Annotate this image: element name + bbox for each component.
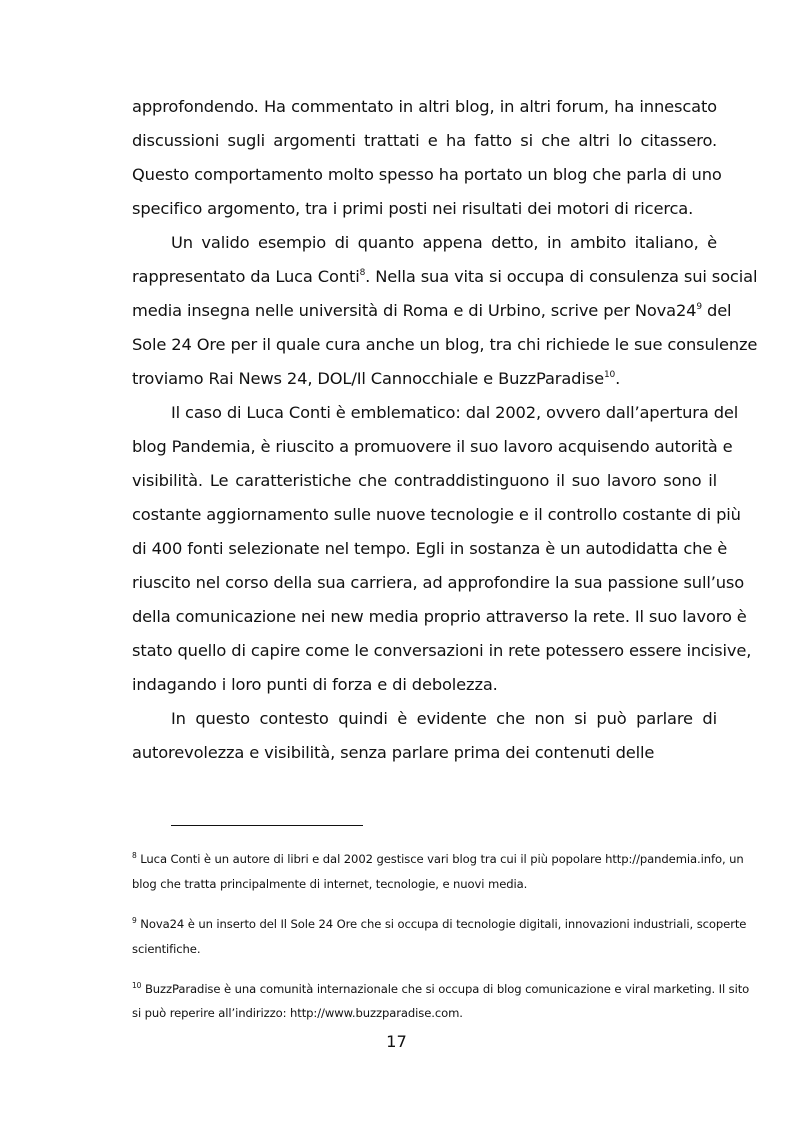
- body-line: costante aggiornamento sulle nuove tecnologie e il controllo costante di più: [132, 505, 741, 524]
- page-number: 17: [386, 1032, 407, 1051]
- body-line: [132, 300, 732, 322]
- body-text: media insegna nelle università di Roma e di Urbino, scrive per Nova24: [132, 301, 697, 320]
- body-line: visibilità. Le caratteristiche che contraddistinguono il suo lavoro sono il: [132, 471, 717, 490]
- footnote-ref-10[interactable]: 10: [603, 370, 616, 380]
- body-line: blog Pandemia, è riuscito a promuovere il suo lavoro acquisendo autorità e: [132, 437, 733, 456]
- body-line: Sole 24 Ore per il quale cura anche un blog, tra chi richiede le sue consulenze: [132, 335, 758, 354]
- footnote-10-cont: si può reperire all’indirizzo: http://www.buzzparadise.com.: [132, 1006, 463, 1020]
- footnote-mark: 9: [132, 916, 137, 925]
- footnote-9-cont: scientifiche.: [132, 942, 201, 956]
- footnote-mark: 10: [132, 981, 142, 990]
- footnote-8: [132, 851, 744, 867]
- body-line: discussioni sugli argomenti trattati e ha fatto si che altri lo citassero.: [132, 131, 717, 150]
- body-text: troviamo Rai News 24, DOL/Il Cannocchiale e BuzzParadise: [132, 369, 604, 388]
- body-line: Questo comportamento molto spesso ha portato un blog che parla di uno: [132, 165, 722, 184]
- body-text: .: [615, 369, 621, 388]
- body-line: Il caso di Luca Conti è emblematico: dal 2002, ovvero dall’apertura del: [171, 403, 739, 422]
- footnote-text: Nova24 è un inserto del Il Sole 24 Ore che si occupa di tecnologie digitali, innovazioni industriali, scoperte: [140, 917, 747, 931]
- footnote-10: [132, 981, 750, 997]
- footnote-text: BuzzParadise è una comunità internazionale che si occupa di blog comunicazione e viral marketing. Il sito: [144, 982, 750, 996]
- body-line: indagando i loro punti di forza e di debolezza.: [132, 675, 498, 694]
- body-line: In questo contesto quindi è evidente che non si può parlare di: [171, 709, 717, 728]
- footnote-mark: 8: [132, 851, 137, 860]
- body-line: specifico argomento, tra i primi posti nei risultati dei motori di ricerca.: [132, 199, 694, 218]
- body-line: [132, 266, 758, 288]
- footnote-9: [132, 916, 747, 932]
- body-line: stato quello di capire come le conversazioni in rete potessero essere incisive,: [132, 641, 752, 660]
- footnote-separator: [171, 825, 363, 826]
- body-line: della comunicazione nei new media proprio attraverso la rete. Il suo lavoro è: [132, 607, 747, 626]
- body-text: del: [701, 301, 732, 320]
- body-text: . Nella sua vita si occupa di consulenza sui social: [365, 267, 758, 286]
- footnote-ref-9[interactable]: 9: [696, 302, 702, 312]
- body-line: di 400 fonti selezionate nel tempo. Egli in sostanza è un autodidatta che è: [132, 539, 728, 558]
- footnote-text: Luca Conti è un autore di libri e dal 2002 gestisce vari blog tra cui il più popolare http://pandemia.info, un: [140, 852, 744, 866]
- body-line: autorevolezza e visibilità, senza parlare prima dei contenuti delle: [132, 743, 655, 762]
- footnote-8-cont: blog che tratta principalmente di internet, tecnologie, e nuovi media.: [132, 877, 528, 891]
- body-line: [132, 368, 620, 390]
- body-line: riuscito nel corso della sua carriera, ad approfondire la sua passione sull’uso: [132, 573, 745, 592]
- footnote-ref-8[interactable]: 8: [359, 268, 366, 278]
- body-text: rappresentato da Luca Conti: [132, 267, 360, 286]
- body-line: Un valido esempio di quanto appena detto, in ambito italiano, è: [171, 233, 717, 252]
- body-line: approfondendo. Ha commentato in altri blog, in altri forum, ha innescato: [132, 97, 717, 116]
